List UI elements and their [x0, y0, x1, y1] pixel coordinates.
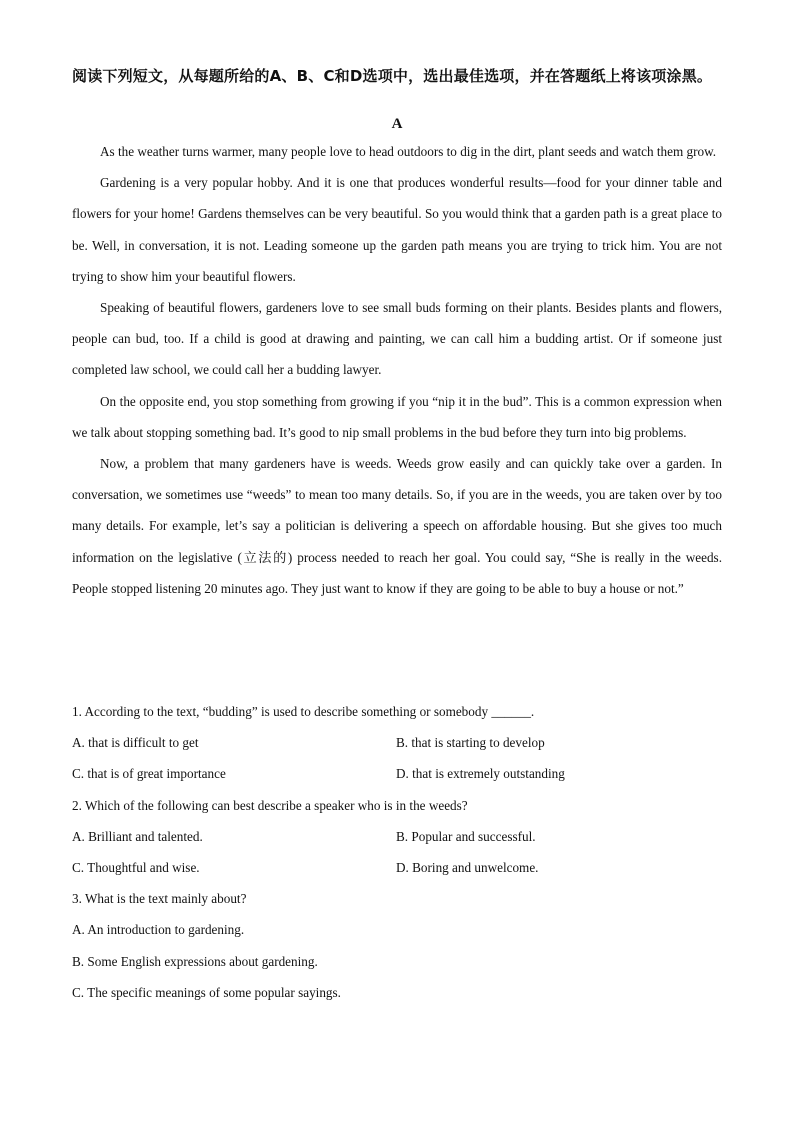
reading-passage — [72, 136, 722, 604]
option-b[interactable]: B. that is starting to develop — [396, 735, 545, 751]
option-a[interactable]: A. Brilliant and talented. — [72, 828, 203, 844]
passage-paragraph: Speaking of beautiful flowers, gardeners love to see small buds forming on their plants. Besides plants and flowers, people can bud, too. If a child is good at drawing and painting, we can call him a budding artist. Or if someone just completed law school, we could call her a budding lawyer. — [72, 300, 722, 378]
instruction-text: 阅读下列短文，从每题所给的A、B、C和D选项中，选出最佳选项，并在答题纸上将该项涂黑。 — [72, 67, 713, 85]
question-stem: 3. What is the text mainly about? — [72, 891, 247, 907]
option-d[interactable]: D. that is extremely outstanding — [396, 766, 565, 782]
passage-paragraph: Now, a problem that many gardeners have is weeds. Weeds grow easily and can quickly take over a garden. In conversation, we sometimes use “weeds” to mean too many details. So, if you are in the weeds, you are taken over by too many details. For example, let’s say a politician is delivering a speech on affordable housing. But she gives too much information on the legislative (立法的) process needed to reach her goal. You could say, “She is really in the weeds. People stopped listening 20 minutes ago. They just want to know if they are going to be able to buy a house or not.” — [72, 456, 722, 596]
question-stem: 2. Which of the following can best describe a speaker who is in the weeds? — [72, 797, 468, 813]
option-c[interactable]: C. Thoughtful and wise. — [72, 860, 200, 876]
option-row — [72, 758, 722, 789]
passage-paragraph: Gardening is a very popular hobby. And it is one that produces wonderful results—food for your dinner table and flowers for your home! Gardens themselves can be very beautiful. So you would think that a garden path is a great place to be. Well, in conversation, it is not. Leading someone up the garden path means you are trying to trick him. You are not trying to show him your beautiful flowers. — [72, 175, 722, 284]
option-b[interactable]: B. Some English expressions about gardening. — [72, 953, 318, 969]
option-b[interactable]: B. Popular and successful. — [396, 828, 536, 844]
option-a[interactable]: A. that is difficult to get — [72, 735, 199, 751]
option-row — [72, 852, 722, 883]
option-d[interactable]: D. Boring and unwelcome. — [396, 860, 539, 876]
option-c[interactable]: C. The specific meanings of some popular sayings. — [72, 984, 341, 1000]
question-3 — [72, 883, 722, 1008]
option-row — [72, 821, 722, 852]
passage-paragraph: On the opposite end, you stop something from growing if you “nip it in the bud”. This is a common expression when we talk about stopping something bad. It’s good to nip small problems in the bud before they turn into big problems. — [72, 393, 722, 440]
option-c[interactable]: C. that is of great importance — [72, 766, 226, 782]
question-2 — [72, 790, 722, 884]
option-row — [72, 727, 722, 758]
question-stem: 1. According to the text, “budding” is used to describe something or somebody ______. — [72, 704, 535, 719]
question-list — [72, 696, 722, 1008]
passage-paragraph: As the weather turns warmer, many people love to head outdoors to dig in the dirt, plant seeds and watch them grow. — [100, 144, 717, 159]
section-title: A — [391, 116, 403, 132]
option-a[interactable]: A. An introduction to gardening. — [72, 922, 245, 938]
question-1 — [72, 696, 722, 790]
